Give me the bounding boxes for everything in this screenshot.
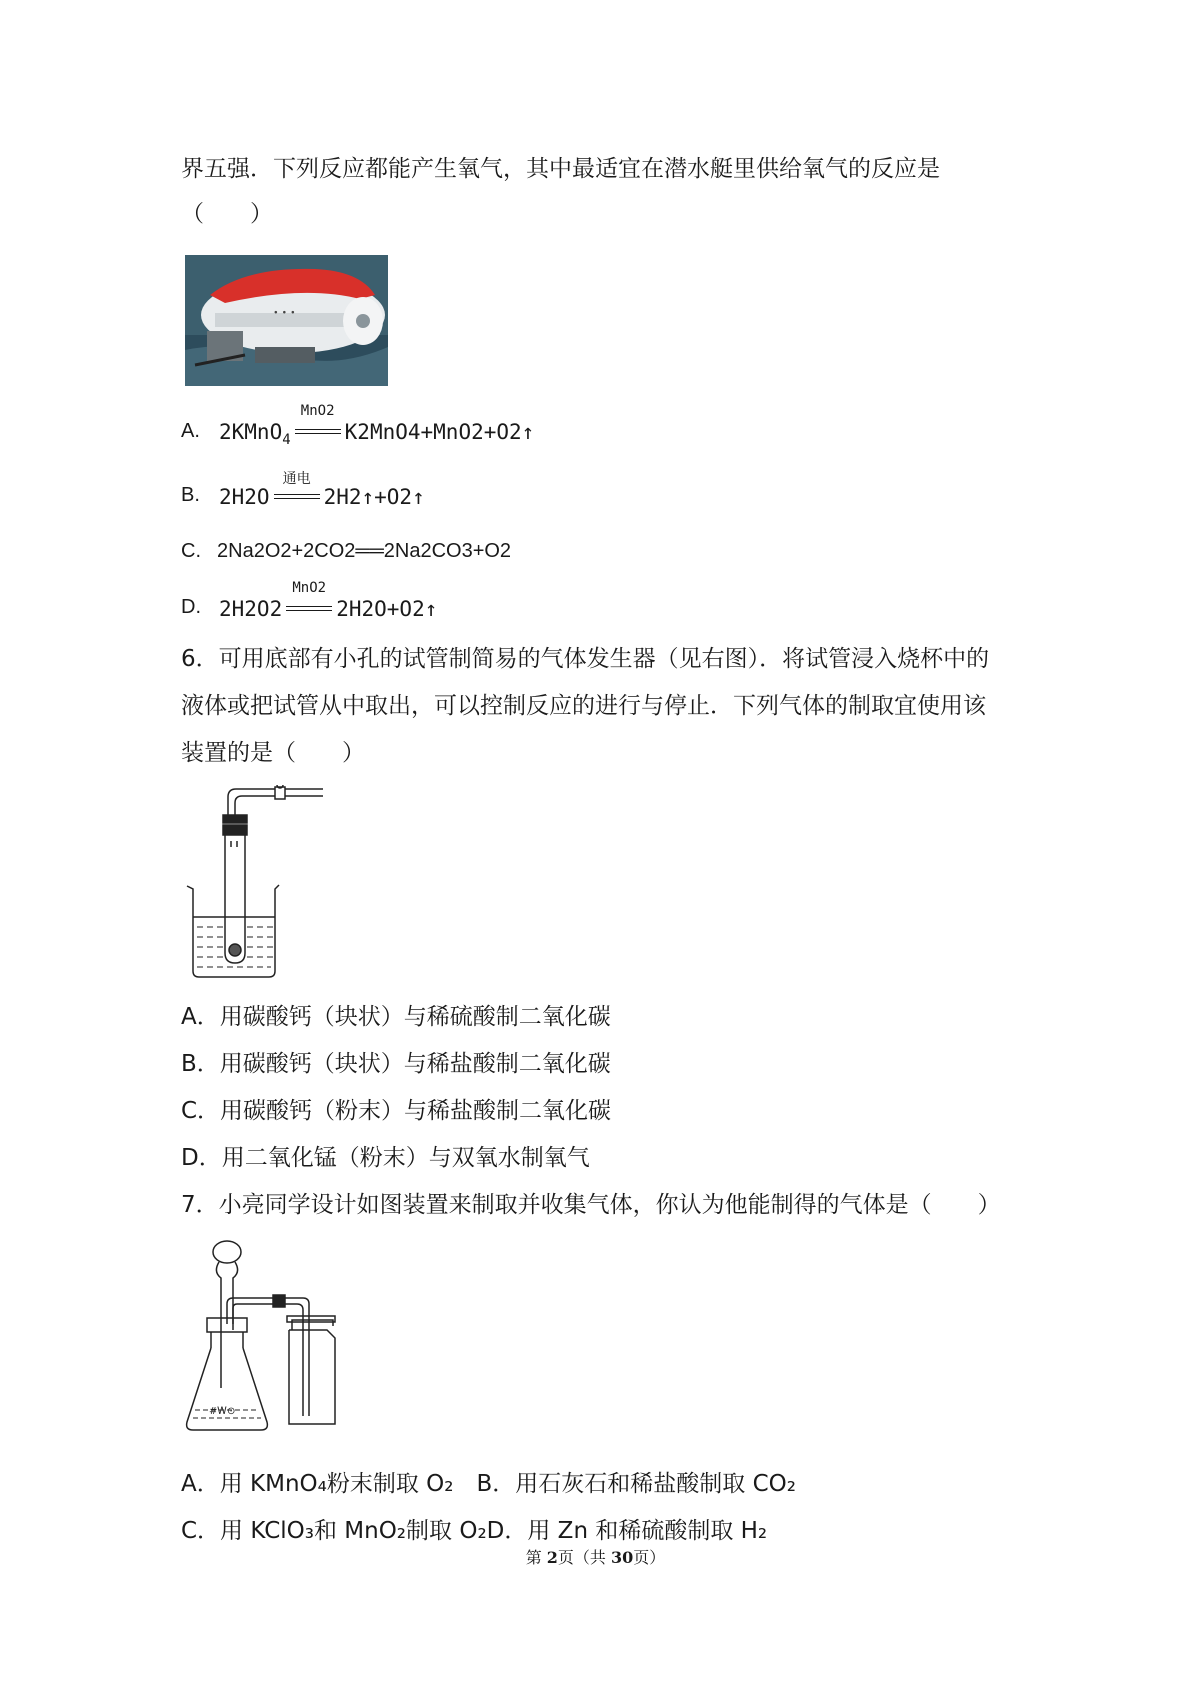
footer-prefix: 第: [525, 1548, 547, 1567]
eq-b-arrow: [270, 471, 324, 510]
q6-option-a: A．用碳酸钙（块状）与稀硫酸制二氧化碳: [181, 1004, 611, 1030]
q5-option-d: [181, 594, 217, 619]
q5-stem-line1: 界五强．下列反应都能产生氧气，其中最适宜在潜水艇里供给氧气的反应是: [181, 156, 940, 182]
footer-page-number: 2: [546, 1548, 558, 1567]
flask-collection-diagram: [183, 1238, 358, 1435]
eq-a-lhs-sub: 4: [282, 432, 291, 448]
q5-option-b: [181, 482, 217, 507]
eq-a-arrow: [291, 403, 345, 445]
svg-text:∙ ∙ ∙: ∙ ∙ ∙: [273, 308, 296, 318]
q5-option-c: [181, 538, 511, 563]
eq-a-lhs: 2KMnO: [219, 420, 283, 444]
option-a-label: A.: [181, 420, 200, 442]
eq-b-condition: 通电: [282, 471, 311, 487]
beaker-testtube-diagram: [183, 785, 328, 980]
eq-d-arrow: [282, 580, 336, 622]
page-footer: [0, 1545, 1191, 1568]
q6-stem-line1: 6．可用底部有小孔的试管制简易的气体发生器（见右图）．将试管浸入烧杯中的: [181, 646, 990, 672]
q7-options-row1: A．用 KMnO₄粉末制取 O₂ B．用石灰石和稀盐酸制取 CO₂: [181, 1471, 796, 1497]
q7-stem: 7．小亮同学设计如图装置来制取并收集气体，你认为他能制得的气体是（ ）: [181, 1192, 1001, 1218]
svg-text:#Ꮃ⊙: #Ꮃ⊙: [209, 1406, 236, 1417]
q5-stem-line2: （ ）: [181, 201, 273, 227]
eq-c-text: 2Na2O2+2CO2══2Na2CO3+O2: [217, 540, 512, 562]
eq-d-condition: MnO2: [292, 580, 327, 596]
q7-options-row2: C．用 KClO₃和 MnO₂制取 O₂D．用 Zn 和稀硫酸制取 H₂: [181, 1518, 768, 1544]
option-b-label: B.: [181, 484, 200, 506]
q6-stem-line3: 装置的是（ ）: [181, 740, 365, 766]
option-c-label: C.: [181, 540, 201, 562]
equation-b: [219, 471, 425, 510]
eq-d-rhs: 2H2O+O2↑: [336, 597, 438, 621]
eq-d-lhs: 2H2O2: [219, 597, 283, 621]
submarine-photo: [185, 255, 388, 386]
eq-b-lhs: 2H2O: [219, 485, 270, 509]
eq-a-condition: MnO2: [300, 403, 335, 419]
eq-b-rhs: 2H2↑+O2↑: [323, 485, 425, 509]
footer-middle: 页（共: [557, 1548, 612, 1567]
equation-a: [219, 403, 535, 448]
q6-option-c: C．用碳酸钙（粉末）与稀盐酸制二氧化碳: [181, 1098, 612, 1124]
q5-option-a: [181, 418, 217, 443]
q6-stem-line2: 液体或把试管从中取出，可以控制反应的进行与停止．下列气体的制取宜使用该: [181, 693, 986, 719]
q6-option-d: D．用二氧化锰（粉末）与双氧水制氧气: [181, 1145, 590, 1171]
footer-total-pages: 30: [611, 1548, 634, 1567]
q6-option-b: B．用碳酸钙（块状）与稀盐酸制二氧化碳: [181, 1051, 611, 1077]
equation-d: [219, 580, 438, 622]
footer-suffix: 页）: [633, 1548, 666, 1567]
eq-a-rhs: K2MnO4+MnO2+O2↑: [344, 420, 535, 444]
option-d-label: D.: [181, 596, 201, 618]
